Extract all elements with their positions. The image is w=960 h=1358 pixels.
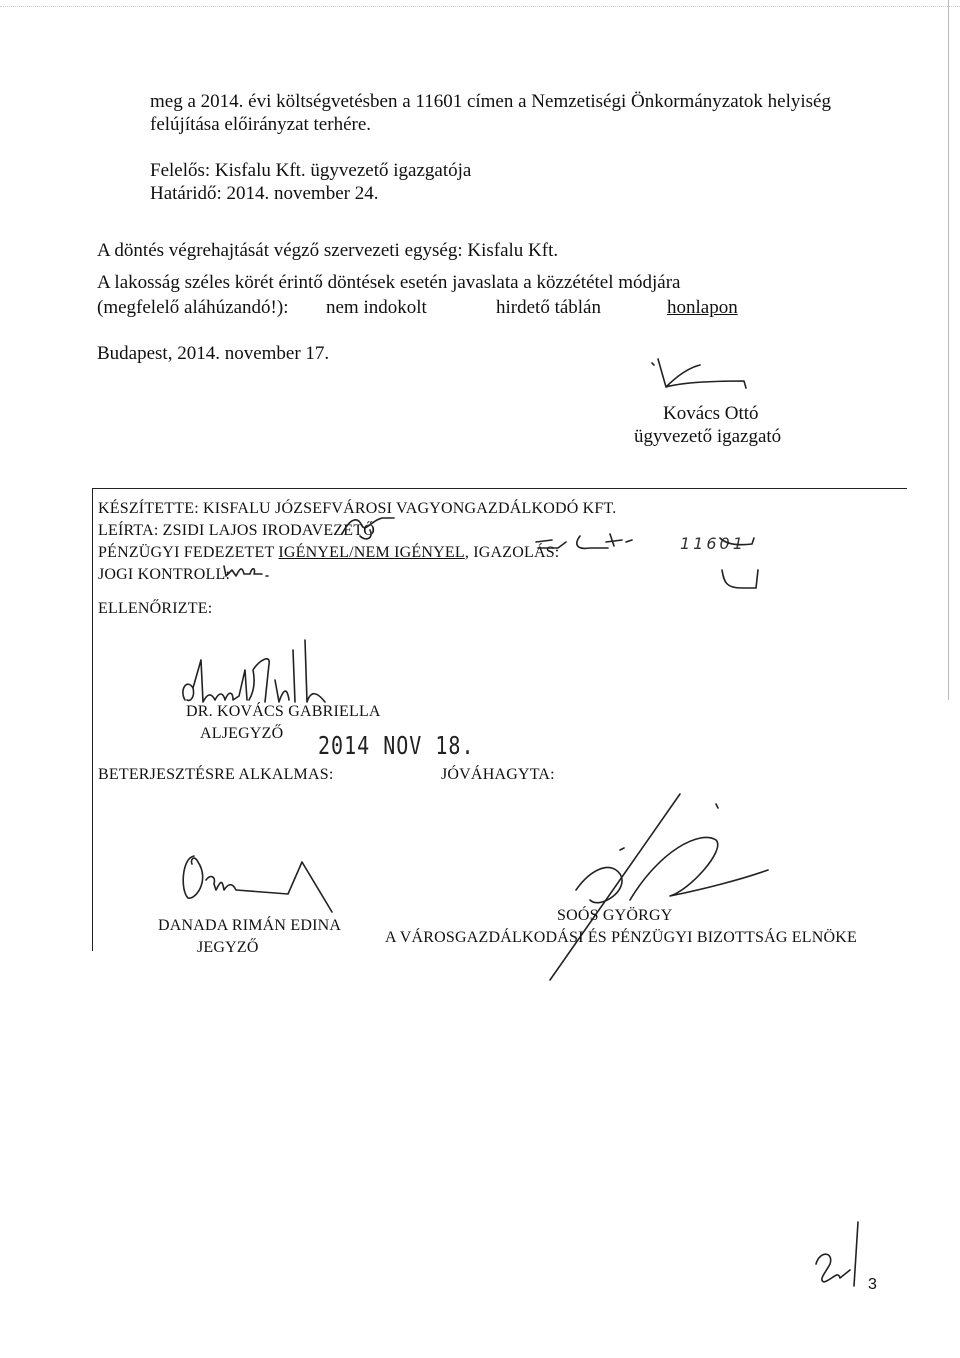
elnok-title: A VÁROSGAZDÁLKODÁSI ÉS PÉNZÜGYI BIZOTTSÁG ELNÖKE [385, 929, 857, 946]
igazolas-handwritten-number: 11601 [680, 534, 746, 553]
signer-name: Kovács Ottó [663, 403, 759, 424]
scan-margin-line [948, 0, 949, 700]
page-number: 3 [868, 1276, 877, 1293]
soos-gyorgy-signature [520, 790, 780, 990]
option-hirdeto-tablan: hirdető táblán [496, 297, 601, 318]
jegyzo-title: JEGYZŐ [197, 939, 259, 956]
place-date: Budapest, 2014. november 17. [97, 343, 330, 364]
leirta-initials [338, 512, 398, 542]
igazolas-handwriting [530, 530, 760, 610]
penzugyi-underlined: IGÉNYEL/NEM IGÉNYEL [278, 544, 465, 561]
scan-edge [0, 0, 960, 7]
kovacs-otto-signature [640, 355, 750, 400]
hatarido-line: Határidő: 2014. november 24. [150, 183, 379, 204]
ellenor-name: DR. KOVÁCS GABRIELLA [186, 703, 381, 720]
elnok-name: SOÓS GYÖRGY [557, 907, 673, 924]
body-line-2: felújítása előirányzat terhére. [150, 114, 372, 135]
danada-riman-signature [170, 850, 350, 920]
jogi-kontroll-signature [222, 562, 272, 582]
body-line-1: meg a 2014. évi költségvetésben a 11601 címen a Nemzetiségi Önkormányzatok helyiség [150, 91, 831, 112]
penzugyi-prefix: PÉNZÜGYI FEDEZETET [98, 544, 279, 561]
date-stamp: 2014 NOV 18. [318, 730, 475, 760]
jegyzo-name: DANADA RIMÁN EDINA [158, 917, 342, 934]
penzugyi-suffix: , IGAZOLÁS: [464, 544, 560, 561]
dontes-line: A döntés végrehajtását végző szervezeti egység: Kisfalu Kft. [97, 240, 559, 261]
lakossag-line: A lakosság széles körét érintő döntések esetén javaslata a közzététel módjára [97, 272, 681, 293]
jovahagyta-label: JÓVÁHAGYTA: [441, 766, 555, 783]
option-nem-indokolt: nem indokolt [326, 297, 427, 318]
keszitette-line: KÉSZÍTETTE: KISFALU JÓZSEFVÁROSI VAGYONGAZDÁLKODÓ KFT. [98, 500, 617, 517]
signer-title: ügyvezető igazgató [634, 426, 782, 447]
ellenorizte-label: ELLENŐRIZTE: [98, 600, 213, 617]
leirta-line: LEÍRTA: ZSIDI LAJOS IRODAVEZETŐ [98, 522, 375, 539]
ellenor-title: ALJEGYZŐ [200, 725, 284, 742]
penzugyi-line [98, 544, 559, 562]
beterjesztesre-label: BETERJESZTÉSRE ALKALMAS: [98, 766, 334, 783]
jogi-kontroll-label: JOGI KONTROLL: [98, 566, 231, 583]
option-honlapon: honlapon [667, 297, 738, 318]
megfelelo-label: (megfelelő aláhúzandó!): [97, 297, 289, 318]
felelos-line: Felelős: Kisfalu Kft. ügyvezető igazgatója [150, 160, 472, 181]
